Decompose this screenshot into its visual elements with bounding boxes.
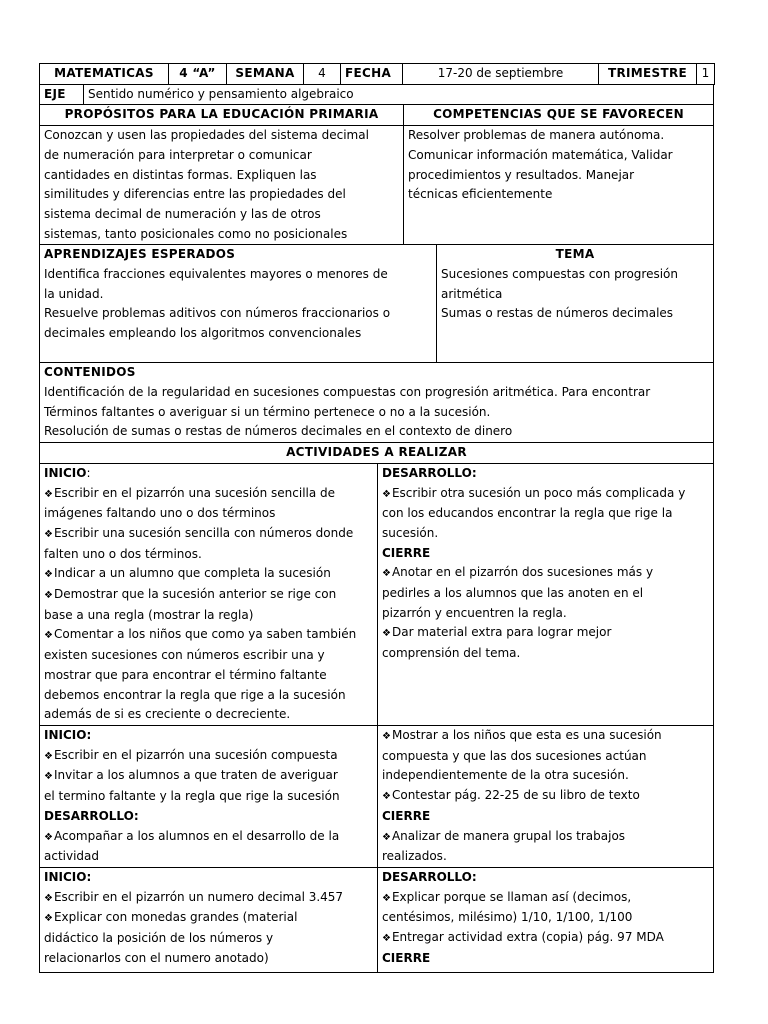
text-line: ❖ Acompañar a los alumnos en el desarrollo de la bbox=[44, 827, 373, 848]
grade-value: 4 “A” bbox=[169, 64, 227, 85]
inicio-heading: INICIO: bbox=[44, 869, 92, 884]
text-line: Términos faltantes o averiguar si un término pertenece o no a la sucesión. bbox=[44, 404, 491, 419]
text-line: ❖ Comentar a los niños que como ya saben también bbox=[44, 625, 373, 646]
term-label: TRIMESTRE bbox=[599, 64, 697, 85]
text-line: ❖ Escribir en el pizarrón un numero decimal 3.457 bbox=[44, 888, 373, 909]
contenidos-cell bbox=[40, 363, 714, 443]
aprendizajes-cell bbox=[40, 245, 437, 363]
eje-label: EJE bbox=[40, 84, 84, 105]
text-line: realizados. bbox=[382, 849, 447, 864]
text-line: ❖ Invitar a los alumnos a que traten de averiguar bbox=[44, 766, 373, 787]
text-line: aritmética bbox=[441, 286, 503, 301]
text-line: ❖ Anotar en el pizarrón dos sucesiones más y bbox=[382, 563, 709, 584]
text-line: Conozcan y usen las propiedades del sistema decimal bbox=[44, 128, 369, 143]
inicio-heading: INICIO bbox=[44, 465, 87, 480]
tema-title: TEMA bbox=[555, 247, 595, 262]
aprendizajes-title: APRENDIZAJES ESPERADOS bbox=[44, 247, 236, 262]
text-line: sucesión. bbox=[382, 525, 439, 540]
text-line: Identifica fracciones equivalentes mayores o menores de bbox=[44, 267, 388, 282]
competencias-body bbox=[404, 126, 714, 245]
text-line: ❖ Explicar con monedas grandes (material bbox=[44, 908, 373, 929]
cierre-heading: CIERRE bbox=[382, 950, 431, 965]
text-line: el termino faltante y la regla que rige la sucesión bbox=[44, 789, 340, 804]
text-line: ❖ Entregar actividad extra (copia) pág. 97 MDA bbox=[382, 928, 709, 949]
cierre-heading: CIERRE bbox=[382, 808, 431, 823]
text-line: relacionarlos con el numero anotado) bbox=[44, 950, 269, 965]
text-line: compuesta y que las dos sucesiones actúan bbox=[382, 748, 647, 763]
term-value: 1 bbox=[697, 64, 715, 85]
text-line: independientemente de la otra sucesión. bbox=[382, 768, 629, 783]
session3-left bbox=[40, 867, 378, 972]
date-label: FECHA bbox=[341, 64, 403, 85]
text-line: Sucesiones compuestas con progresión bbox=[441, 267, 678, 282]
text-line: ❖ Contestar pág. 22-25 de su libro de texto bbox=[382, 786, 709, 807]
session2-right bbox=[378, 725, 714, 867]
week-label: SEMANA bbox=[227, 64, 304, 85]
header-table bbox=[39, 63, 715, 85]
text-line: comprensión del tema. bbox=[382, 646, 521, 661]
text-line: mostrar que para encontrar el término faltante bbox=[44, 667, 327, 682]
text-line: Comunicar información matemática, Validar bbox=[408, 147, 673, 162]
text-line: la unidad. bbox=[44, 286, 104, 301]
desarrollo-heading: DESARROLLO: bbox=[382, 869, 477, 884]
text-line: pedirles a los alumnos que las anoten en el bbox=[382, 586, 644, 601]
text-line: con los educandos encontrar la regla que rige la bbox=[382, 506, 673, 521]
text-line: centésimos, milésimo) 1/10, 1/100, 1/100 bbox=[382, 910, 633, 925]
text-line: ❖ Indicar a un alumno que completa la sucesión bbox=[44, 564, 373, 585]
purposes-table bbox=[39, 104, 714, 245]
text-line: ❖ Escribir una sucesión sencilla con números donde bbox=[44, 524, 373, 545]
text-line: ❖ Escribir en el pizarrón una sucesión compuesta bbox=[44, 746, 373, 767]
eje-table bbox=[39, 84, 714, 106]
text-line: ❖ Demostrar que la sucesión anterior se rige con bbox=[44, 585, 373, 606]
activities-table bbox=[39, 463, 714, 973]
actividades-title: ACTIVIDADES A REALIZAR bbox=[40, 443, 714, 464]
session1-right bbox=[378, 463, 714, 725]
lesson-plan-document bbox=[39, 63, 714, 974]
text-line: ❖ Analizar de manera grupal los trabajos bbox=[382, 827, 709, 848]
learning-table bbox=[39, 244, 714, 363]
text-line: Resuelve problemas aditivos con números fraccionarios o bbox=[44, 306, 391, 321]
subject-label: MATEMATICAS bbox=[40, 64, 169, 85]
session1-left: INICIO: ❖ Escribir en el pizarrón una sucesión sencilla de imágenes faltando uno o dos términos ❖ Escribir una sucesión sencilla con números donde falten uno o dos términos. ❖ Indicar a un alumno que completa la sucesión ❖ Demostrar que la sucesión anterior se rige con base a una regla (mostrar la regla) ❖ Comentar a los niños que como ya saben también existen sucesiones con números escribir una y mostrar que para encontrar el término faltante debemos encontrar la regla que rige a la sucesión además de si es creciente o decreciente. bbox=[40, 463, 378, 725]
text-line: imágenes faltando uno o dos términos bbox=[44, 506, 276, 521]
text-line: falten uno o dos términos. bbox=[44, 546, 202, 561]
text-line: ❖ Escribir otra sucesión un poco más complicada y bbox=[382, 484, 709, 505]
text-line: pizarrón y encuentren la regla. bbox=[382, 605, 567, 620]
cierre-heading: CIERRE bbox=[382, 545, 431, 560]
session2-left bbox=[40, 725, 378, 867]
text-line: didáctico la posición de los números y bbox=[44, 931, 274, 946]
competencias-title: COMPETENCIAS QUE SE FAVORECEN bbox=[404, 105, 714, 126]
text-line: Resolución de sumas o restas de números decimales en el contexto de dinero bbox=[44, 424, 513, 439]
text-line: procedimientos y resultados. Manejar bbox=[408, 167, 635, 182]
text-line: similitudes y diferencias entre las propiedades del bbox=[44, 187, 346, 202]
desarrollo-heading: DESARROLLO: bbox=[382, 465, 477, 480]
week-value: 4 bbox=[304, 64, 341, 85]
text-line: de numeración para interpretar o comunicar bbox=[44, 147, 312, 162]
text-line: Identificación de la regularidad en sucesiones compuestas con progresión aritmética. Para encontrar bbox=[44, 385, 651, 400]
text-line: Sumas o restas de números decimales bbox=[441, 306, 674, 321]
text-line: debemos encontrar la regla que rige a la sucesión bbox=[44, 687, 346, 702]
text-line: sistemas, tanto posicionales como no posicionales bbox=[44, 226, 348, 241]
tema-cell bbox=[437, 245, 714, 363]
text-line: existen sucesiones con números escribir una y bbox=[44, 648, 325, 663]
propositos-body bbox=[40, 126, 404, 245]
text-line: técnicas eficientemente bbox=[408, 187, 553, 202]
session3-right bbox=[378, 867, 714, 972]
text-line: ❖ Explicar porque se llaman así (decimos, bbox=[382, 888, 709, 909]
text-line: decimales empleando los algoritmos convencionales bbox=[44, 326, 362, 341]
contents-table bbox=[39, 362, 714, 464]
propositos-title: PROPÓSITOS PARA LA EDUCACIÓN PRIMARIA bbox=[40, 105, 404, 126]
date-value: 17-20 de septiembre bbox=[403, 64, 599, 85]
contenidos-title: CONTENIDOS bbox=[44, 365, 136, 380]
desarrollo-heading: DESARROLLO: bbox=[44, 808, 139, 823]
text-line: sistema decimal de numeración y las de otros bbox=[44, 206, 321, 221]
text-line: ❖ Mostrar a los niños que esta es una sucesión bbox=[382, 726, 709, 747]
text-line: cantidades en distintas formas. Expliquen las bbox=[44, 167, 317, 182]
text-line: ❖ Escribir en el pizarrón una sucesión sencilla de bbox=[44, 484, 373, 505]
text-line: base a una regla (mostrar la regla) bbox=[44, 607, 254, 622]
inicio-heading: INICIO: bbox=[44, 727, 92, 742]
text-line: además de si es creciente o decreciente. bbox=[44, 707, 291, 722]
text-line: actividad bbox=[44, 849, 100, 864]
eje-value: Sentido numérico y pensamiento algebraico bbox=[84, 84, 714, 105]
text-line: Resolver problemas de manera autónoma. bbox=[408, 128, 665, 143]
text-line: ❖ Dar material extra para lograr mejor bbox=[382, 623, 709, 644]
